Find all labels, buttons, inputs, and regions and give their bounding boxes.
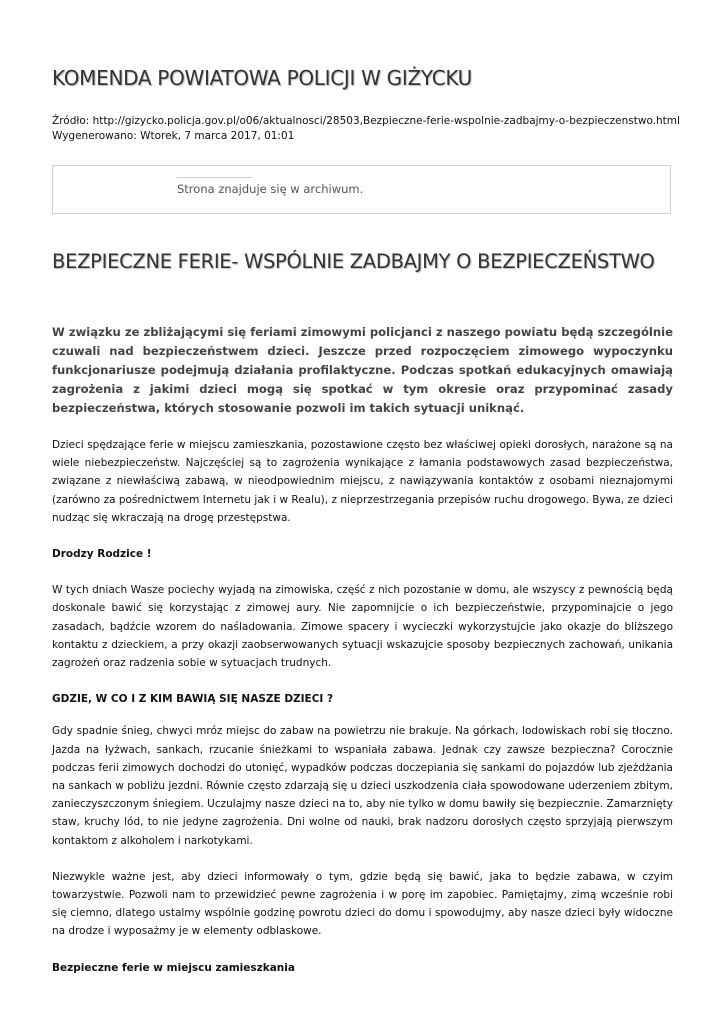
archive-notice-box [52, 165, 671, 214]
archive-notice: Strona znajduje się w archiwum. [177, 182, 364, 196]
article-title: BEZPIECZNE FERIE- WSPÓLNIE ZADBAJMY O BEZPIECZEŃSTWO [52, 250, 655, 273]
document-meta [52, 114, 680, 144]
source-url: Źródło: http://gizycko.policja.gov.pl/o06/aktualnosci/28503,Bezpieczne-ferie-wspolnie-zadbajmy-o-bezpieczenstwo.html [52, 115, 680, 127]
paragraph-4: Niezwykle ważne jest, aby dzieci informowały o tym, gdzie będą się bawić, jaka to będzie zabawa, w czyim towarzystwie. Pozwoli nam to przewidzieć pewne zagrożenia i w porę im zapobiec. Pamiętajmy, zimą wcześnie robi się ciemno, dlatego ustalmy wspólnie godzinę powrotu dzieci do domu i spowodujmy, aby nasze dzieci były widoczne na drodze i wyposażmy je w elementy odblaskowe. [52, 870, 673, 938]
paragraph-1: Dzieci spędzające ferie w miejscu zamieszkania, pozostawione często bez właściwej opieki dorosłych, narażone są na wiele niebezpieczeństw. Najczęściej są to zagrożenia wynikające z łamania podstawowych zasad bezpieczeństwa, związane z niewłaściwą zabawą, w nieodpowiednim miejscu, z nawiązywania kontaktów z osobami nieznajomymi (zarówno za pośrednictwem Internetu jak i w Realu), z nieprzestrzegania przepisów ruchu drogowego. Bywa, ze dzieci nudząc się wkraczają na drogę przestępstwa. [52, 439, 673, 524]
heading-safe-holidays: Bezpieczne ferie w miejscu zamieszkania [52, 961, 295, 974]
paragraph-3: Gdy spadnie śnieg, chwyci mróz miejsc do zabaw na powietrzu nie brakuje. Na górkach, lodowiskach robi się tłoczno. Jazda na łyżwach, sankach, rzucanie śnieżkami to wspaniała zabawa. Jednak czy zawsze bezpieczna? Corocznie podczas ferii zimowych dochodzi do utonięć, wypadków podczas doczepiania się sankami do pojazdów lub zjeżdżania na sankach w pobliżu jezdni. Równie często zdarzają się u dzieci uszkodzenia ciała spowodowane uderzeniem zbitym, zanieczyszczonym śniegiem. Uczulajmy nasze dzieci na to, aby nie tylko w domu bawiły się bezpiecznie. Zamarznięty staw, kruchy lód, to nie jedyne zagrożenia. Dni wolne od nauki, brak nadzoru dorosłych często sprzyjają pierwszym kontaktom z alkoholem i narkotykami. [52, 725, 673, 847]
archive-divider [177, 177, 253, 178]
site-title: KOMENDA POWIATOWA POLICJI W GIŻYCKU [52, 66, 472, 90]
paragraph-2: W tych dniach Wasze pociechy wyjadą na zimowiska, część z nich pozostanie w domu, ale wszyscy z pewnością będą doskonale bawić się korzystając z zimowej aury. Nie zapomnijcie o ich bezpieczeństwie, przypominajcie o jego zasadach, bądźcie wzorem do naśladowania. Zimowe spacery i wycieczki wykorzystujcie jako okazje do bliższego kontaktu z dzieckiem, a przy okazji zaobserwowanych sytuacji wskazujcie sposoby bezpiecznych zachowań, unikania zagrożeń oraz radzenia sobie w sytuacjach trudnych. [52, 584, 673, 670]
heading-dear-parents: Drodzy Rodzice ! [52, 548, 152, 561]
heading-where-play: GDZIE, W CO I Z KIM BAWIĄ SIĘ NASZE DZIECI ? [52, 693, 334, 706]
article-body [52, 436, 673, 995]
generated-date: Wygenerowano: Wtorek, 7 marca 2017, 01:01 [52, 130, 295, 142]
article-lead: W związku ze zbliżającymi się feriami zimowymi policjanci z naszego powiatu będą szczególnie czuwali nad bezpieczeństwem dzieci. Jeszcze przed rozpoczęciem zimowego wypoczynku funkcjonariusze podejmują działania profilaktyczne. Podczas spotkań edukacyjnych omawiają zagrożenia z jakimi dzieci mogą się spotkać w tym okresie oraz przypominać zasady bezpieczeństwa, których stosowanie pozwoli im takich sytuacji uniknąć. [52, 325, 673, 415]
